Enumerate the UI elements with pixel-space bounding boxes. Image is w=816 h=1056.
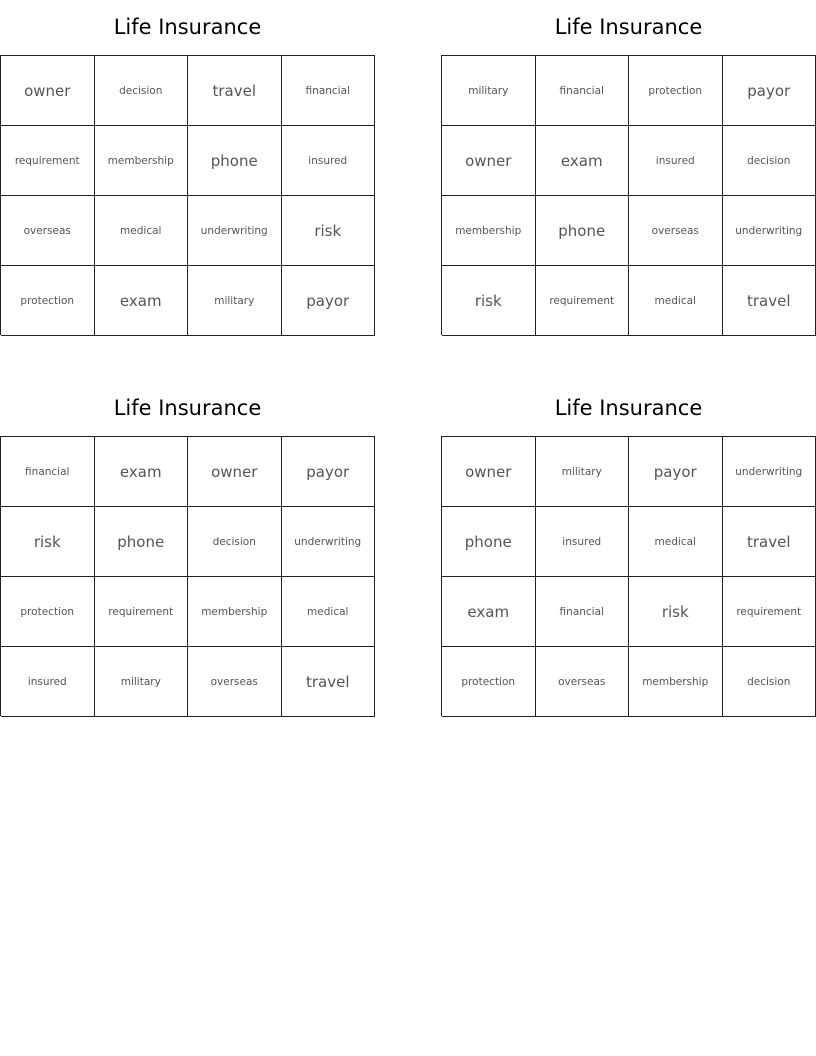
- bingo-cell: underwriting: [282, 507, 376, 577]
- bingo-cell: risk: [629, 577, 723, 647]
- bingo-grid: [0, 55, 375, 335]
- bingo-cell: financial: [282, 56, 376, 126]
- bingo-cell: exam: [95, 437, 189, 507]
- bingo-cell: military: [442, 56, 536, 126]
- bingo-cell: membership: [95, 126, 189, 196]
- bingo-cell: military: [188, 266, 282, 336]
- bingo-cell: risk: [442, 266, 536, 336]
- bingo-cell: medical: [629, 507, 723, 577]
- bingo-cell: payor: [723, 56, 816, 126]
- bingo-cell: membership: [442, 196, 536, 266]
- bingo-cell: exam: [536, 126, 630, 196]
- bingo-cell: insured: [282, 126, 376, 196]
- bingo-cell: protection: [1, 266, 95, 336]
- card-title: Life Insurance: [554, 15, 703, 39]
- bingo-cell: requirement: [95, 577, 189, 647]
- bingo-cell: overseas: [629, 196, 723, 266]
- card-title: Life Insurance: [113, 15, 262, 39]
- bingo-card: [0, 10, 375, 335]
- bingo-cell: exam: [95, 266, 189, 336]
- bingo-cell: insured: [1, 647, 95, 717]
- bingo-cell: financial: [1, 437, 95, 507]
- bingo-cell: military: [95, 647, 189, 717]
- bingo-cell: owner: [1, 56, 95, 126]
- bingo-cell: military: [536, 437, 630, 507]
- bingo-cell: owner: [442, 126, 536, 196]
- bingo-cell: overseas: [188, 647, 282, 717]
- card-title: Life Insurance: [113, 396, 262, 420]
- bingo-cell: medical: [629, 266, 723, 336]
- bingo-cell: protection: [442, 647, 536, 717]
- bingo-cell: travel: [282, 647, 376, 717]
- bingo-grid: [441, 55, 816, 335]
- bingo-cell: phone: [536, 196, 630, 266]
- bingo-cell: payor: [629, 437, 723, 507]
- bingo-cell: decision: [188, 507, 282, 577]
- bingo-cell: risk: [282, 196, 376, 266]
- bingo-cell: underwriting: [723, 196, 816, 266]
- bingo-cell: phone: [442, 507, 536, 577]
- bingo-cell: decision: [723, 647, 816, 717]
- bingo-cell: financial: [536, 56, 630, 126]
- bingo-cell: medical: [95, 196, 189, 266]
- bingo-cell: requirement: [723, 577, 816, 647]
- bingo-cell: exam: [442, 577, 536, 647]
- bingo-card: [441, 391, 816, 716]
- bingo-cell: medical: [282, 577, 376, 647]
- bingo-grid: [0, 436, 375, 716]
- bingo-cell: payor: [282, 437, 376, 507]
- bingo-cell: travel: [188, 56, 282, 126]
- bingo-cell: decision: [723, 126, 816, 196]
- bingo-cell: requirement: [1, 126, 95, 196]
- bingo-card: [0, 391, 375, 716]
- bingo-cell: protection: [629, 56, 723, 126]
- bingo-cell: payor: [282, 266, 376, 336]
- bingo-cell: protection: [1, 577, 95, 647]
- bingo-cell: insured: [536, 507, 630, 577]
- bingo-cell: risk: [1, 507, 95, 577]
- bingo-cell: owner: [188, 437, 282, 507]
- bingo-cell: phone: [95, 507, 189, 577]
- bingo-cell: phone: [188, 126, 282, 196]
- bingo-card: [441, 10, 816, 335]
- bingo-cell: underwriting: [723, 437, 816, 507]
- bingo-cell: membership: [629, 647, 723, 717]
- bingo-cell: insured: [629, 126, 723, 196]
- bingo-cell: overseas: [536, 647, 630, 717]
- bingo-cell: financial: [536, 577, 630, 647]
- card-title: Life Insurance: [554, 396, 703, 420]
- bingo-cell: owner: [442, 437, 536, 507]
- bingo-cell: travel: [723, 507, 816, 577]
- bingo-grid: [441, 436, 816, 716]
- bingo-cell: travel: [723, 266, 816, 336]
- bingo-cell: membership: [188, 577, 282, 647]
- bingo-cell: requirement: [536, 266, 630, 336]
- bingo-cell: underwriting: [188, 196, 282, 266]
- bingo-cell: overseas: [1, 196, 95, 266]
- bingo-cell: decision: [95, 56, 189, 126]
